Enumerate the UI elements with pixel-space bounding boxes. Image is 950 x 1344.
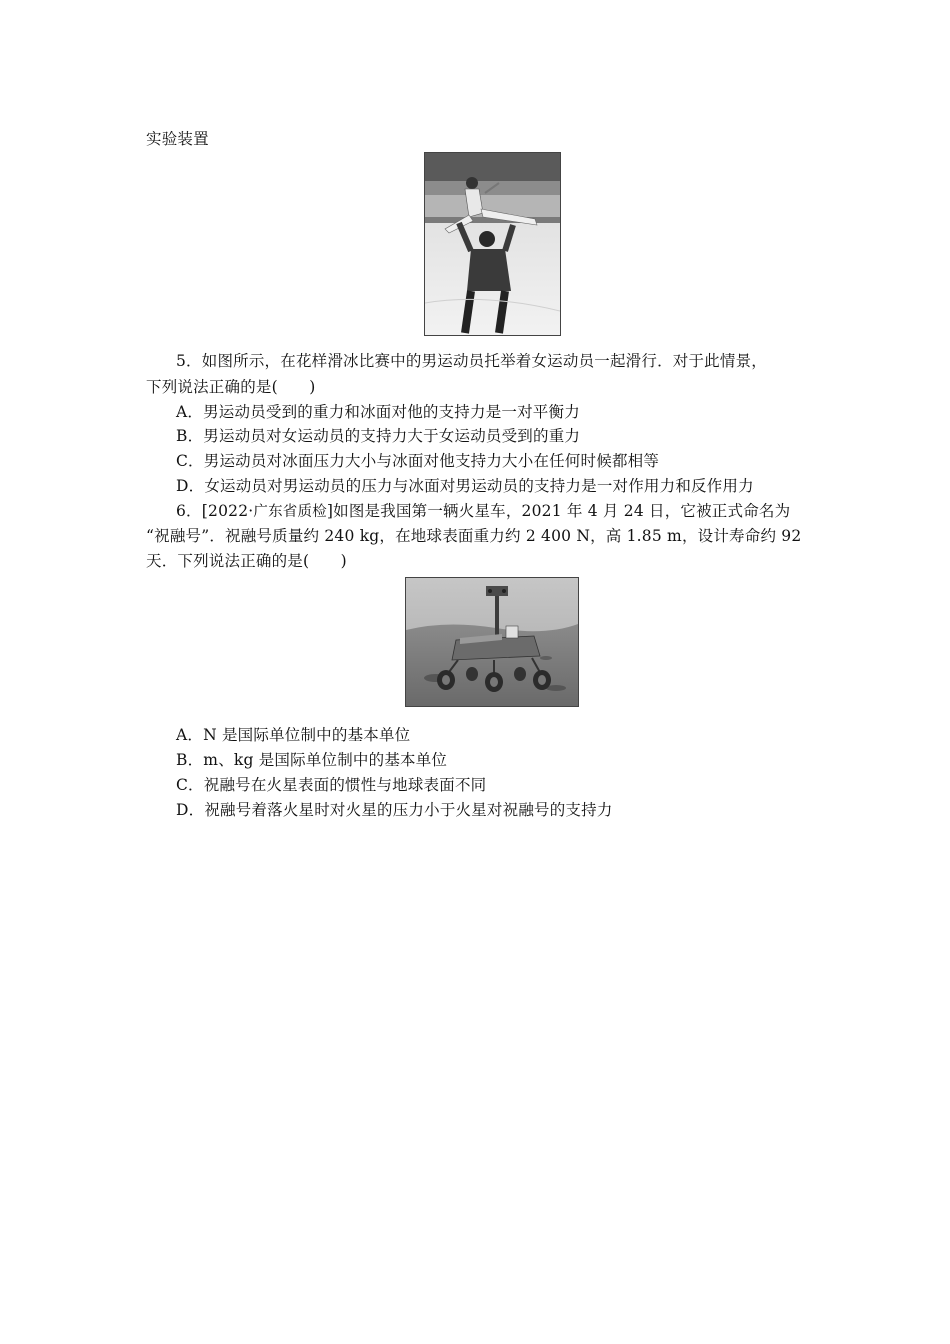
q6-stem-line2: “祝融号”．祝融号质量约 240 kg，在地球表面重力约 2 400 N，高 1.85 m，设计寿命约 92 [146,527,802,545]
q6-stem-line3: 天．下列说法正确的是( ) [146,552,347,570]
mars-rover-image [405,577,579,707]
q6-number: 6．[2022· [176,502,254,520]
q5-stem-line1: 5．如图所示，在花样滑冰比赛中的男运动员托举着女运动员一起滑行．对于此情景， [176,352,767,370]
top-caption: 实验装置 [146,130,209,148]
q5-option-b: B．男运动员对女运动员的支持力大于女运动员受到的重力 [176,427,581,445]
q5-option-a: A．男运动员受到的重力和冰面对他的支持力是一对平衡力 [176,403,580,421]
q5-stem-line2: 下列说法正确的是( ) [146,378,316,396]
q6-option-a: A．N 是国际单位制中的基本单位 [176,726,411,744]
q6-option-b: B．m、kg 是国际单位制中的基本单位 [176,751,448,769]
q6-option-c: C．祝融号在火星表面的惯性与地球表面不同 [176,776,487,794]
q5-option-d: D．女运动员对男运动员的压力与冰面对男运动员的支持力是一对作用力和反作用力 [176,477,754,495]
q6-stem-rest: ]如图是我国第一辆火星车，2021 年 4 月 24 日，它被正式命名为 [326,502,791,520]
q6-stem-line1 [176,500,790,523]
q6-option-d: D．祝融号着落火星时对火星的压力小于火星对祝融号的支持力 [176,801,613,819]
figure-skating-image [424,152,561,336]
q6-source-tag: 广东省质检 [253,504,327,520]
q5-option-c: C．男运动员对冰面压力大小与冰面对他支持力大小在任何时候都相等 [176,452,660,470]
